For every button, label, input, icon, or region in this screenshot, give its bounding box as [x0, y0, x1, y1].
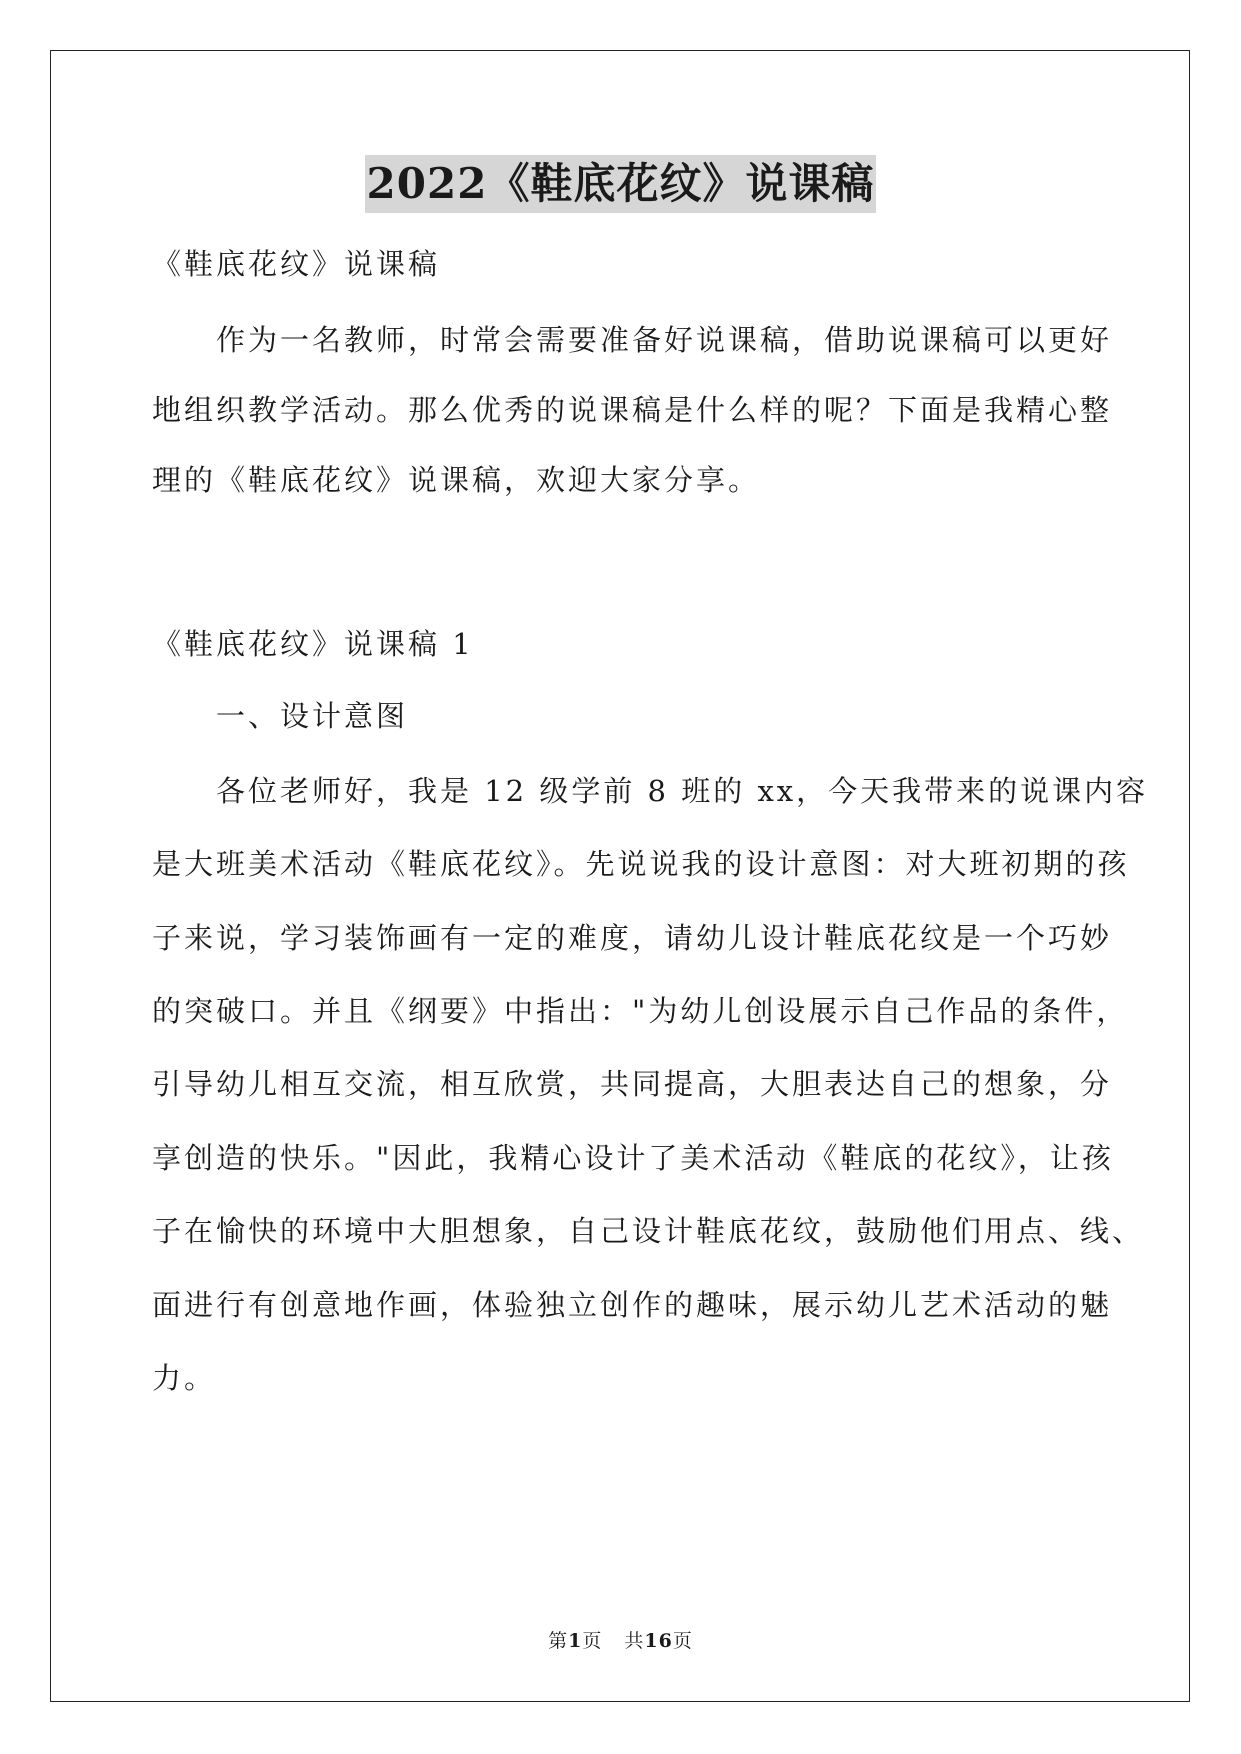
total-prefix: 共: [624, 1630, 645, 1652]
title-container: [0, 155, 1241, 213]
paragraph-line: 各位老师好，我是 12 级学前 8 班的 xx，今天我带来的说课内容: [152, 774, 1149, 808]
document-title: 2022《鞋底花纹》说课稿: [365, 155, 877, 213]
section-heading: 一、设计意图: [152, 699, 409, 733]
paragraph-line: 的突破口。并且《纲要》中指出："为幼儿创设展示自己作品的条件，: [152, 994, 1129, 1028]
page-footer: [0, 1626, 1241, 1653]
page-number: 1: [568, 1630, 583, 1652]
paragraph-line: 是大班美术活动《鞋底花纹》。先说说我的设计意图：对大班初期的孩: [152, 847, 1130, 881]
paragraph-line: 子在愉快的环境中大胆想象，自己设计鞋底花纹，鼓励他们用点、线、: [152, 1214, 1145, 1248]
page-suffix: 页: [582, 1630, 603, 1652]
paragraph-line: 地组织教学活动。那么优秀的说课稿是什么样的呢？下面是我精心整: [152, 393, 1113, 427]
paragraph-line: 子来说，学习装饰画有一定的难度，请幼儿设计鞋底花纹是一个巧妙: [152, 921, 1113, 955]
paragraph-line: 引导幼儿相互交流，相互欣赏，共同提高，大胆表达自己的想象，分: [152, 1067, 1113, 1101]
page-prefix: 第: [548, 1630, 569, 1652]
paragraph-line: 面进行有创意地作画，体验独立创作的趣味，展示幼儿艺术活动的魅: [152, 1288, 1113, 1322]
paragraph-line: 理的《鞋底花纹》说课稿，欢迎大家分享。: [152, 463, 761, 497]
total-pages: 16: [644, 1630, 673, 1652]
paragraph-line: 享创造的快乐。"因此，我精心设计了美术活动《鞋底的花纹》，让孩: [152, 1141, 1114, 1175]
paragraph-line: 作为一名教师，时常会需要准备好说课稿，借助说课稿可以更好: [152, 323, 1113, 357]
section-title: 《鞋底花纹》说课稿 1: [152, 627, 474, 661]
subtitle: 《鞋底花纹》说课稿: [152, 247, 441, 281]
total-suffix: 页: [672, 1630, 693, 1652]
paragraph-line: 力。: [152, 1361, 217, 1395]
